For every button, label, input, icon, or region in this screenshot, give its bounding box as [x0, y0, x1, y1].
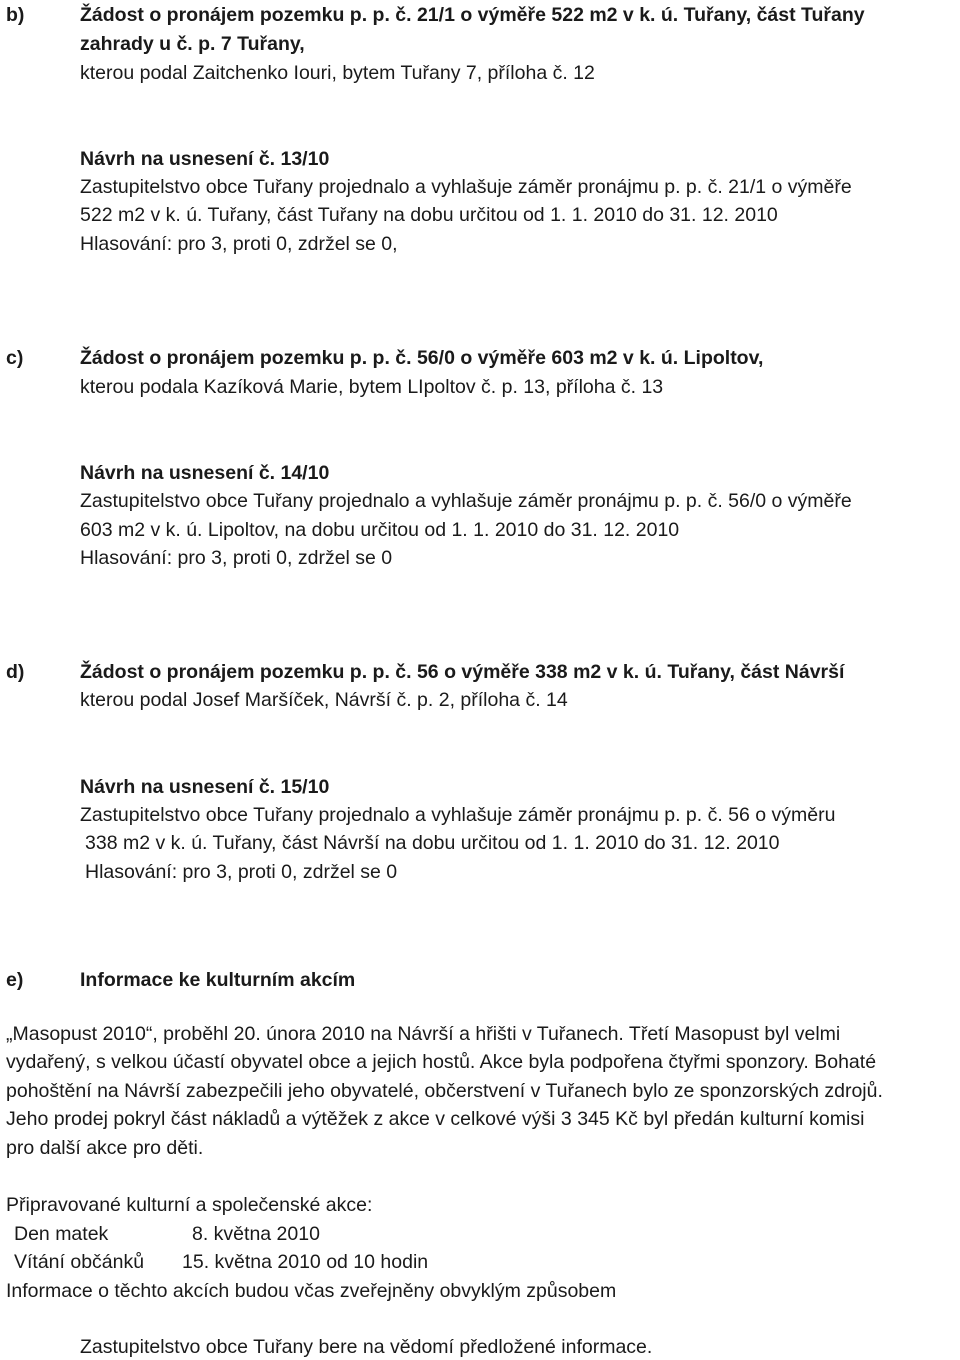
section-e-heading: Informace ke kulturním akcím: [80, 969, 356, 991]
section-d-vote: Hlasování: pro 3, proti 0, zdržel se 0: [85, 861, 398, 883]
info-note: Informace o těchto akcích budou včas zveřejněny obvyklým způsobem: [6, 1280, 617, 1302]
paragraph-line-2: vydařený, s velkou účastí obyvatel obce a jejich hostů. Akce byla podpořena čtyřmi sponzory. Bohaté: [6, 1051, 877, 1073]
paragraph-line-3: pohoštění na Návrší zabezpečili jeho obyvatelé, občerstvení v Tuřanech bylo ze sponzorských zdrojů.: [6, 1080, 883, 1102]
section-b-proposal-title: Návrh na usnesení č. 13/10: [80, 148, 330, 170]
paragraph-line-4: Jeho prodej pokryl část nákladů a výtěžek z akce v celkové výši 3 345 Kč byl předán kulturní komisi: [6, 1108, 865, 1130]
section-d-proposal-line2: 338 m2 v k. ú. Tuřany, část Návrší na dobu určitou od 1. 1. 2010 do 31. 12. 2010: [85, 832, 780, 854]
section-c-submitter: kterou podala Kazíková Marie, bytem LIpoltov č. p. 13, příloha č. 13: [80, 376, 664, 398]
section-c-proposal-line1: Zastupitelstvo obce Tuřany projednalo a vyhlašuje záměr pronájmu p. p. č. 56/0 o výměře: [80, 490, 852, 512]
section-c-proposal-line2: 603 m2 v k. ú. Lipoltov, na dobu určitou od 1. 1. 2010 do 31. 12. 2010: [80, 519, 680, 541]
conclusion: Zastupitelstvo obce Tuřany bere na vědomí předložené informace.: [80, 1336, 653, 1358]
event-date: 15. května 2010 od 10 hodin: [182, 1251, 429, 1273]
section-b-submitter: kterou podal Zaitchenko Iouri, bytem Tuřany 7, příloha č. 12: [80, 62, 595, 84]
section-b-proposal-line2: 522 m2 v k. ú. Tuřany, část Tuřany na dobu určitou od 1. 1. 2010 do 31. 12. 2010: [80, 204, 778, 226]
section-b-heading-line1: Žádost o pronájem pozemku p. p. č. 21/1 o výměře 522 m2 v k. ú. Tuřany, část Tuřany: [80, 4, 865, 26]
section-d-heading-line1: Žádost o pronájem pozemku p. p. č. 56 o výměře 338 m2 v k. ú. Tuřany, část Návrší: [80, 661, 845, 683]
section-b-label: b): [6, 4, 25, 26]
section-d-label: d): [6, 661, 25, 683]
section-c-heading-line1: Žádost o pronájem pozemku p. p. č. 56/0 o výměře 603 m2 v k. ú. Lipoltov,: [80, 347, 764, 369]
section-d-proposal-line1: Zastupitelstvo obce Tuřany projednalo a vyhlašuje záměr pronájmu p. p. č. 56 o výměru: [80, 804, 836, 826]
section-b-heading-line2: zahrady u č. p. 7 Tuřany,: [80, 33, 305, 55]
section-c-label: c): [6, 347, 24, 369]
section-b-proposal-line1: Zastupitelstvo obce Tuřany projednalo a vyhlašuje záměr pronájmu p. p. č. 21/1 o výměře: [80, 176, 852, 198]
section-e-label: e): [6, 969, 24, 991]
section-d-proposal-title: Návrh na usnesení č. 15/10: [80, 776, 330, 798]
planned-events-title: Připravované kulturní a společenské akce:: [6, 1194, 373, 1216]
event-name: Den matek: [14, 1223, 109, 1245]
section-d-submitter: kterou podal Josef Maršíček, Návrší č. p. 2, příloha č. 14: [80, 689, 568, 711]
paragraph-line-5: pro další akce pro děti.: [6, 1137, 204, 1159]
paragraph-line-1: „Masopust 2010“, proběhl 20. února 2010 na Návrší a hřišti v Tuřanech. Třetí Masopust byl velmi: [6, 1023, 841, 1045]
section-c-vote: Hlasování: pro 3, proti 0, zdržel se 0: [80, 547, 393, 569]
event-name: Vítání občánků: [14, 1251, 145, 1273]
event-date: 8. května 2010: [192, 1223, 320, 1245]
section-b-vote: Hlasování: pro 3, proti 0, zdržel se 0,: [80, 233, 398, 255]
section-c-proposal-title: Návrh na usnesení č. 14/10: [80, 462, 330, 484]
